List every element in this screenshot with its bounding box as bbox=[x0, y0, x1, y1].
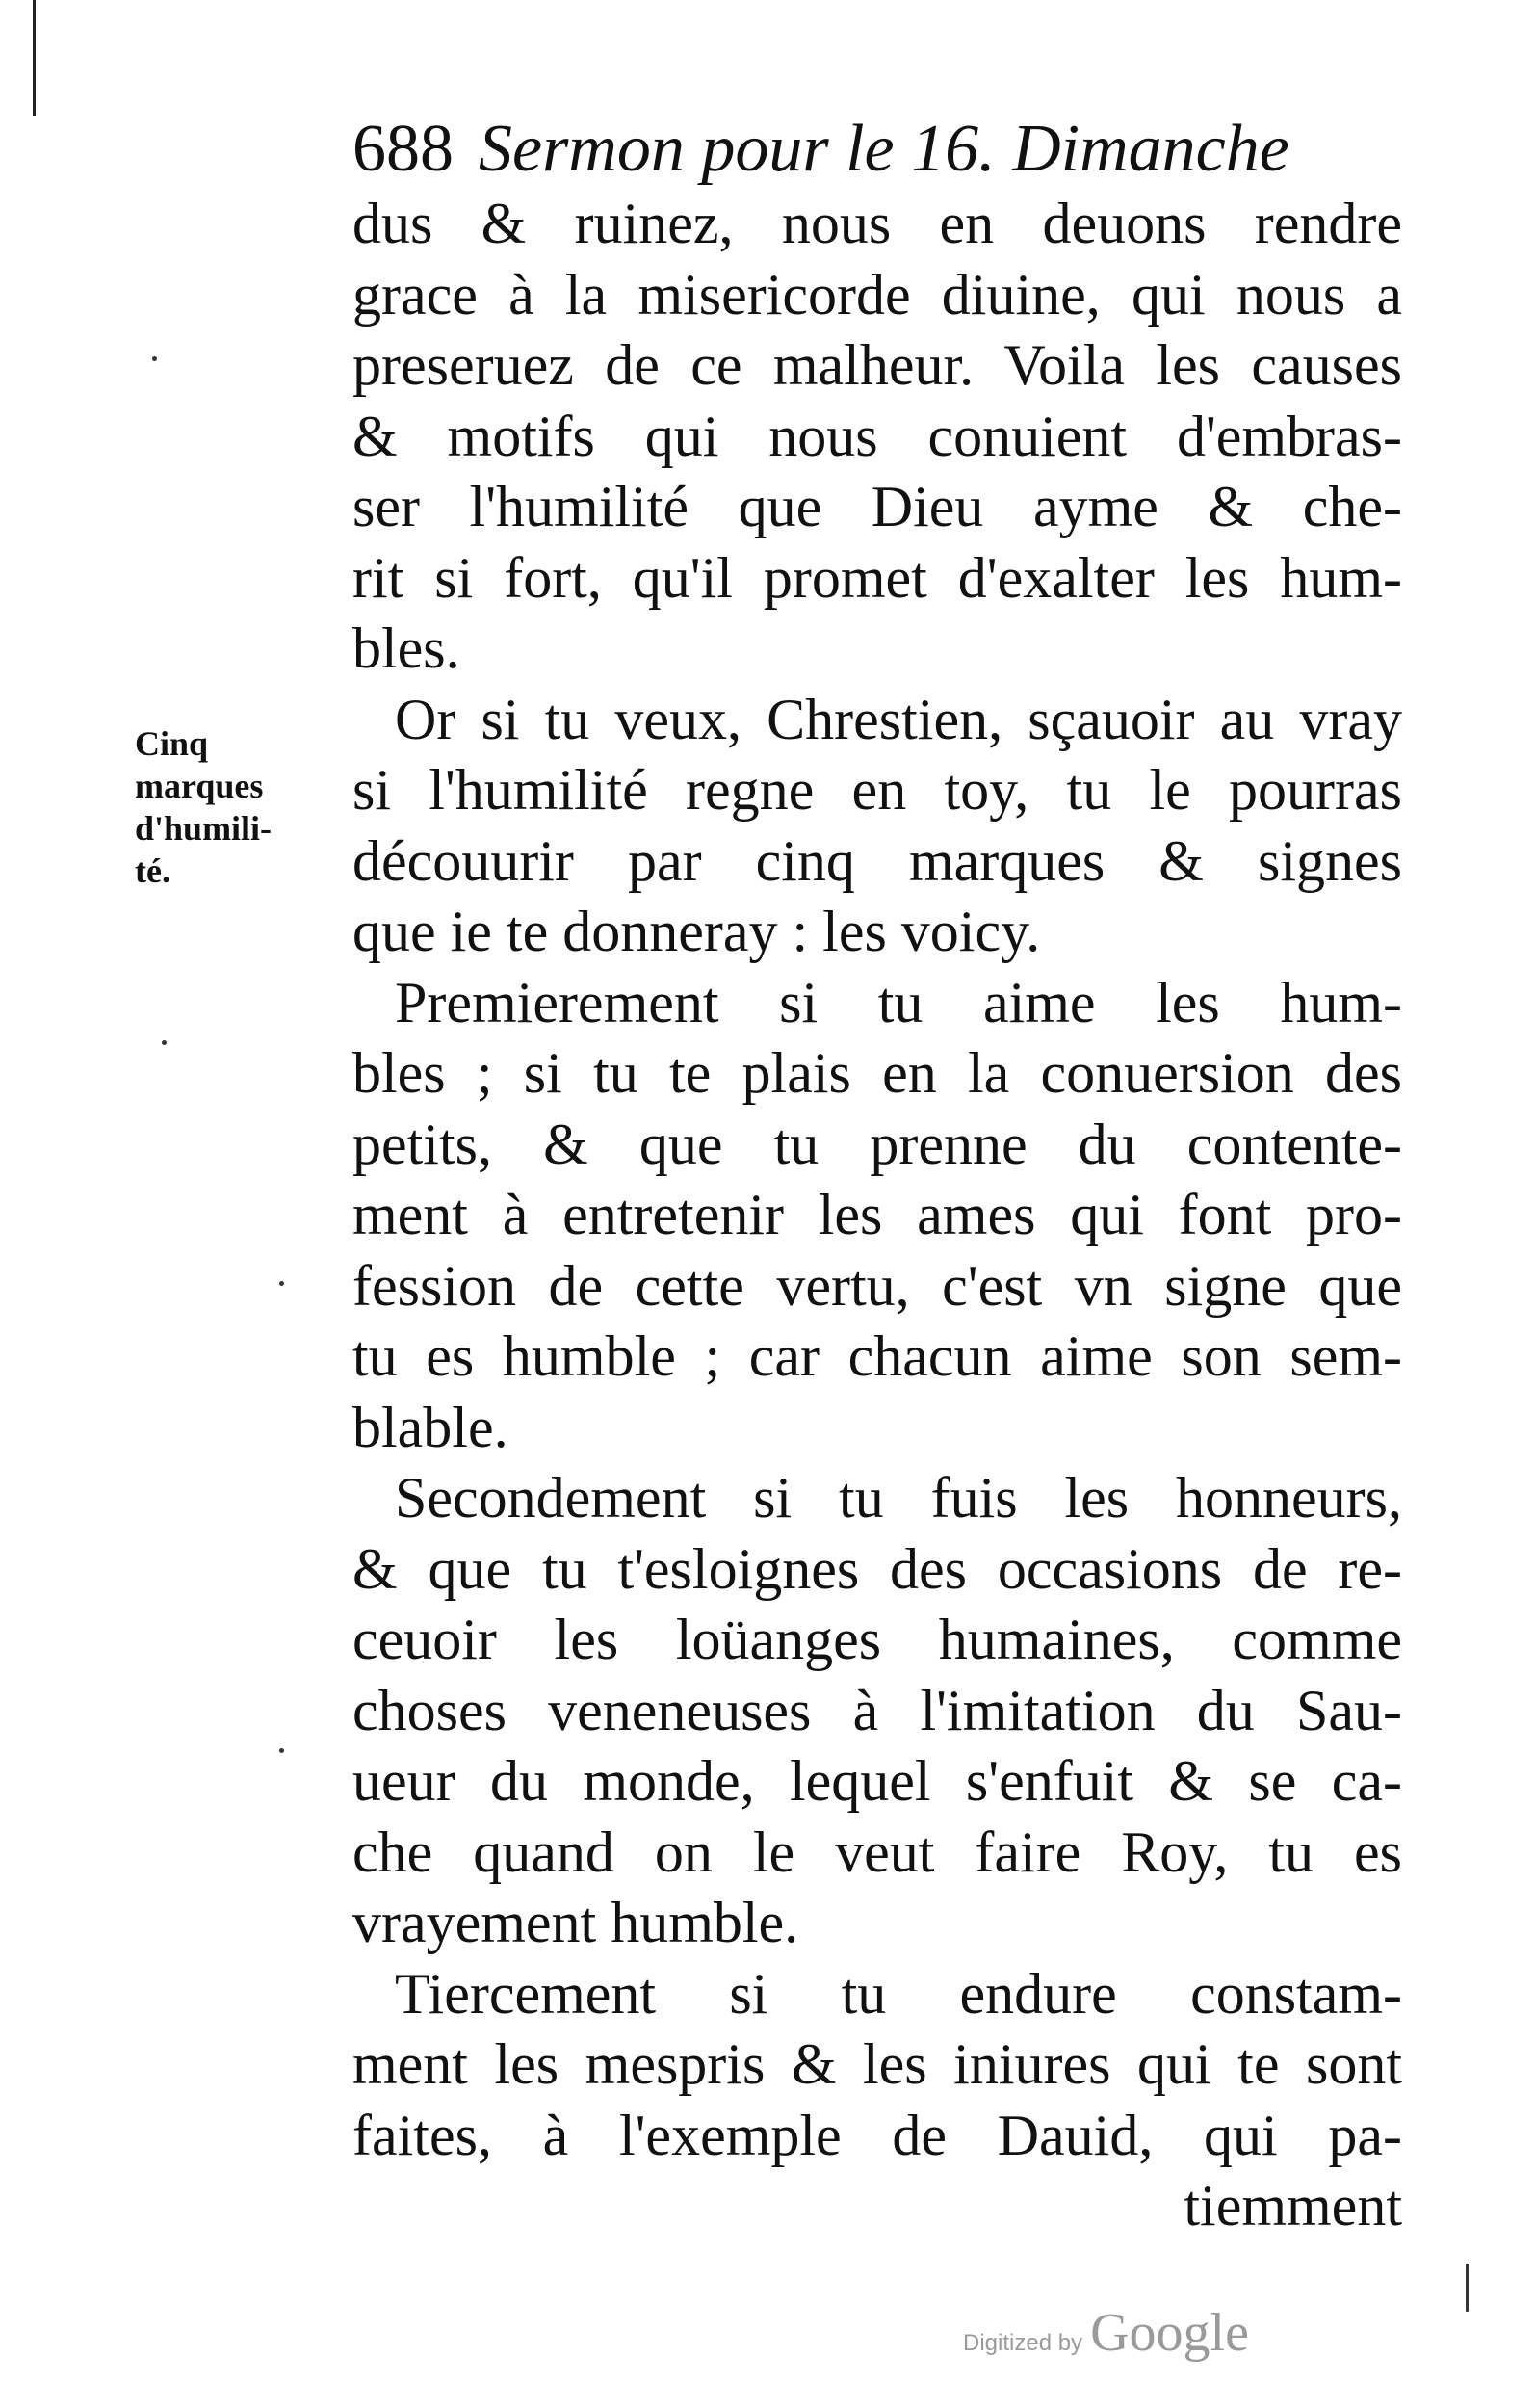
margin-note bbox=[135, 722, 327, 892]
scan-speck bbox=[1466, 2264, 1469, 2312]
scan-speck bbox=[152, 356, 157, 361]
text-line: petits, & que tu prenne du contente- bbox=[352, 1112, 1402, 1176]
scan-speck bbox=[162, 1040, 167, 1045]
scan-speck bbox=[279, 1281, 284, 1286]
text-line: Secondement si tu fuis les honneurs, bbox=[395, 1466, 1402, 1530]
catchword: tiemment bbox=[1184, 2174, 1402, 2238]
text-line: che quand on le veut faire Roy, tu es bbox=[352, 1819, 1402, 1884]
text-line: ment à entretenir les ames qui font pro- bbox=[352, 1183, 1402, 1246]
margin-note-line: d'humili- bbox=[135, 809, 273, 848]
text-line: ser l'humilité que Dieu ayme & che- bbox=[352, 475, 1402, 538]
text-line: blable. bbox=[352, 1395, 508, 1459]
text-line: dus & ruinez, nous en deuons rendre bbox=[352, 192, 1402, 255]
margin-note-line: marques bbox=[135, 767, 264, 805]
text-line: ceuoir les loüanges humaines, comme bbox=[352, 1608, 1402, 1671]
text-line: bles ; si tu te plais en la conuersion des bbox=[352, 1041, 1402, 1105]
text-line: & que tu t'esloignes des occasions de re- bbox=[352, 1536, 1402, 1601]
google-wordmark: Google bbox=[1090, 2303, 1249, 2363]
running-title: Sermon pour le 16. Dimanche bbox=[479, 112, 1289, 186]
digitized-prefix: Digitized by bbox=[963, 2330, 1083, 2356]
page-number: 688 bbox=[352, 112, 454, 186]
text-line: choses veneneuses à l'imitation du Sau- bbox=[352, 1678, 1402, 1742]
text-line: tu es humble ; car chacun aime son sem- bbox=[352, 1324, 1402, 1388]
text-line: Premierement si tu aime les hum- bbox=[395, 970, 1402, 1034]
text-line: grace à la misericorde diuine, qui nous a bbox=[352, 262, 1402, 327]
running-header bbox=[352, 108, 1402, 191]
text-line: Tiercement si tu endure constam- bbox=[395, 1961, 1402, 2026]
text-line: faites, à l'exemple de Dauid, qui pa- bbox=[352, 2103, 1402, 2167]
text-line: preseruez de ce malheur. Voila les causes bbox=[352, 333, 1402, 397]
page-edge-line bbox=[33, 0, 36, 116]
text-line: ueur du monde, lequel s'enfuit & se ca- bbox=[352, 1749, 1402, 1813]
text-line: Or si tu veux, Chrestien, sçauoir au vray bbox=[395, 687, 1402, 751]
margin-note-line: Cinq bbox=[135, 724, 209, 763]
text-line: bles. bbox=[352, 616, 460, 680]
scan-speck bbox=[279, 1748, 284, 1753]
text-line: découurir par cinq marques & signes bbox=[352, 828, 1402, 893]
digitized-watermark bbox=[963, 2302, 1249, 2364]
text-line: vrayement humble. bbox=[352, 1891, 799, 1954]
text-line: fession de cette vertu, c'est vn signe que bbox=[352, 1253, 1402, 1318]
text-line: & motifs qui nous conuient d'embras- bbox=[352, 404, 1402, 468]
text-line: ment les mespris & les iniures qui te sont bbox=[352, 2032, 1402, 2096]
text-line: si l'humilité regne en toy, tu le pourras bbox=[352, 758, 1402, 822]
margin-note-line: té. bbox=[135, 851, 170, 890]
text-line: que ie te donneray : les voicy. bbox=[352, 900, 1041, 963]
text-line: rit si fort, qu'il promet d'exalter les hum- bbox=[352, 545, 1402, 610]
body-text bbox=[352, 189, 1402, 2242]
